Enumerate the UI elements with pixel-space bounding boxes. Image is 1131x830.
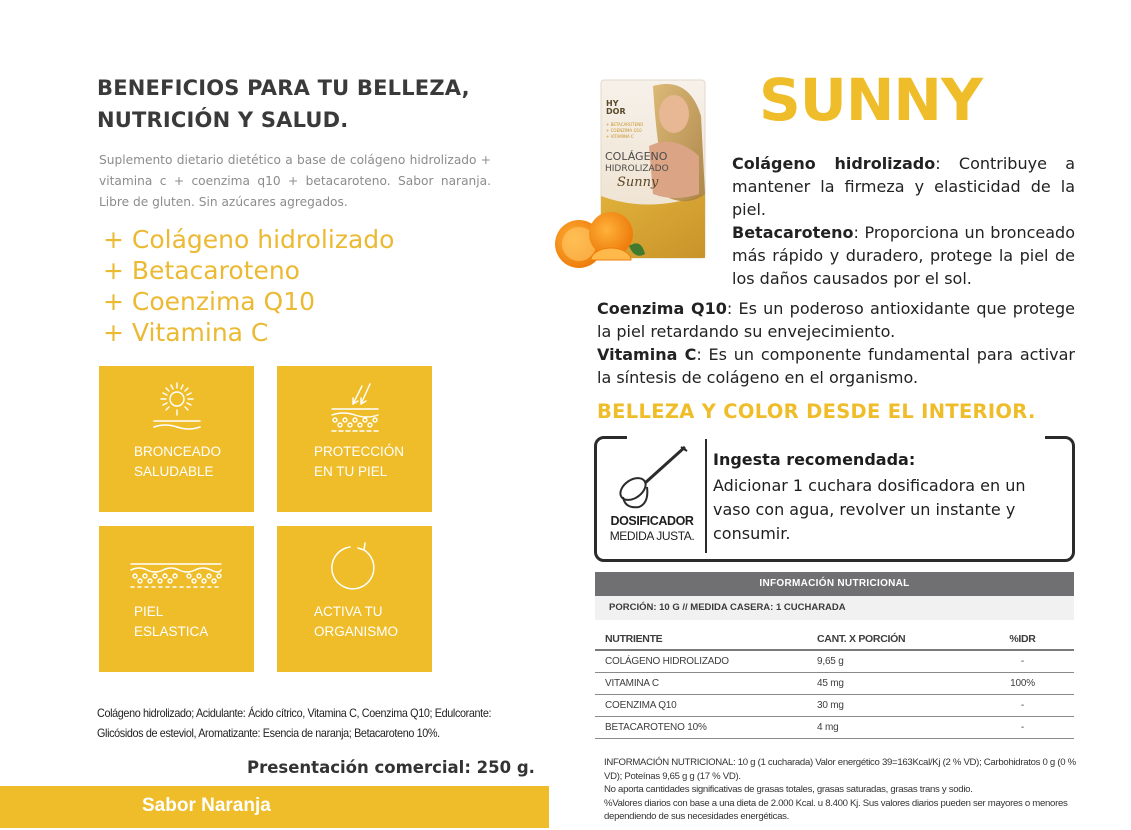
commercial-presentation: Presentación comercial: 250 g. [247,758,535,777]
svg-text:+ VITAMINA C: + VITAMINA C [606,134,634,139]
nutrient-idr: 100% [971,672,1074,694]
svg-text:DOR: DOR [606,107,626,116]
table-row [595,650,1074,672]
box-top-gap [627,435,1045,441]
benefit-betacarotene: Betacaroteno: Proporciona un bronceado más rápido y duradero, protege la piel de los daños causados por el sol. [732,223,1075,288]
skin-layers-icon [99,540,254,592]
benefit-tile-activate [277,526,432,672]
nutrition-portion: PORCIÓN: 10 G // MEDIDA CASERA: 1 CUCHARADA [595,596,1074,620]
table-row [595,694,1074,716]
benefit-tile-protection [277,366,432,512]
column-header: %IDR [971,628,1074,650]
key-ingredient: + Coenzima Q10 [103,287,316,316]
tile-label: BRONCEADO SALUDABLE [134,444,222,479]
sun-over-water-icon [99,380,254,432]
benefit-vitamin-c: Vitamina C: Es un componente fundamental para activar la síntesis de colágeno en el organismo. [597,345,1076,387]
benefit-tile-elastic-skin [99,526,254,672]
svg-text:HY: HY [606,99,619,108]
benefit-descriptions-bottom [597,297,1075,389]
column-header: NUTRIENTE [595,628,795,650]
nutrient-amount: 45 mg [795,672,971,694]
key-ingredient: + Vitamina C [103,318,269,347]
svg-text:Sunny: Sunny [617,175,659,190]
tile-label: ACTIVA TU ORGANISMO [314,604,399,639]
key-ingredient: + Betacaroteno [103,256,300,285]
tagline: BELLEZA Y COLOR DESDE EL INTERIOR. [597,400,1036,423]
nutrition-note: %Valores diarios con base a una dieta de 2.000 Kcal. u 8.400 Kj. Sus valores diarios pueden ser mayores o menores dependiendo de sus necesidades energéticas. [604,797,1068,822]
nutrient-amount: 30 mg [795,694,971,716]
flavor-label: Sabor Naranja [142,795,271,816]
benefit-tile-tanning [99,366,254,512]
doser-badge-subtitle: MEDIDA JUSTA. [609,529,695,543]
tile-label: PIEL ESLASTICA [134,604,209,639]
benefit-collagen: Colágeno hidrolizado: Contribuye a mantener la firmeza y elasticidad de la piel. [732,154,1075,219]
nutrition-table-title: INFORMACIÓN NUTRICIONAL [595,572,1074,596]
table-row [595,716,1074,738]
svg-text:HIDROLIZADO: HIDROLIZADO [605,164,669,174]
nutrient-name: COENZIMA Q10 [595,694,795,716]
nutrient-idr: - [971,716,1074,738]
product-package-image [549,76,739,276]
page-headline [97,72,537,136]
product-intro: Suplemento dietario dietético a base de colágeno hidrolizado + vitamina c + coenzima q10 + betacaroteno. Sabor naranja. Libre de gluten. Sin azúcares agregados. [99,153,491,209]
nutrient-amount: 9,65 g [795,650,971,672]
skin-protection-icon [277,380,432,432]
table-row [595,672,1074,694]
headline-line-1: BENEFICIOS PARA TU BELLEZA, [97,76,470,100]
headline-line-2: NUTRICIÓN Y SALUD. [97,108,349,132]
column-header: CANT. X PORCIÓN [795,628,971,650]
nutrition-notes [604,756,1079,824]
nutrient-idr: - [971,694,1074,716]
benefit-descriptions-top [732,152,1075,290]
nutrient-name: COLÁGENO HIDROLIZADO [595,650,795,672]
nutrient-idr: - [971,650,1074,672]
dosage-box [594,436,1075,562]
nutrient-name: BETACAROTENO 10% [595,716,795,738]
table-header-row [595,628,1074,650]
nutrition-note: No aporta cantidades significativas de grasas totales, grasas saturadas, grasas trans y sodio. [604,784,973,795]
dosage-instructions: Adicionar 1 cuchara dosificadora en un vaso con agua, revolver un instante y consumir. [713,476,1026,543]
svg-text:+ COENZIMA Q10: + COENZIMA Q10 [606,128,642,133]
nutrition-table [595,628,1074,739]
svg-text:+ BETACAROTENO: + BETACAROTENO [606,122,644,127]
dosage-heading: Ingesta recomendada: [713,450,916,469]
cycle-arrow-icon [277,540,432,592]
flavor-banner [0,786,549,828]
svg-text:COLÁGENO: COLÁGENO [605,150,668,163]
tile-label: PROTECCIÓN EN TU PIEL [314,444,405,479]
benefit-coenzyme: Coenzima Q10: Es un poderoso antioxidante que protege la piel retardando su envejecimiento. [597,299,1075,341]
nutrition-note: INFORMACIÓN NUTRICIONAL: 10 g (1 cucharada) Valor energético 39=163Kcal/Kj (2 % VD); Carbohidratos 0 g (0 % VD); Poteínas 9,65 g g (17 % VD). [604,757,1076,782]
key-ingredients-list [103,224,394,348]
doser-badge-title: DOSIFICADOR [610,514,694,528]
nutrient-amount: 4 mg [795,716,971,738]
divider [705,439,707,553]
measuring-scoop-icon [611,443,691,511]
nutrient-name: VITAMINA C [595,672,795,694]
ingredients-list: Colágeno hidrolizado; Acidulante: Ácido cítrico, Vitamina C, Coenzima Q10; Edulcorante: Glicósidos de esteviol, Aromatizante: Esencia de naranja; Betacaroteno 10%. [97,706,492,740]
product-name: SUNNY [759,66,982,134]
key-ingredient: + Colágeno hidrolizado [103,225,395,254]
